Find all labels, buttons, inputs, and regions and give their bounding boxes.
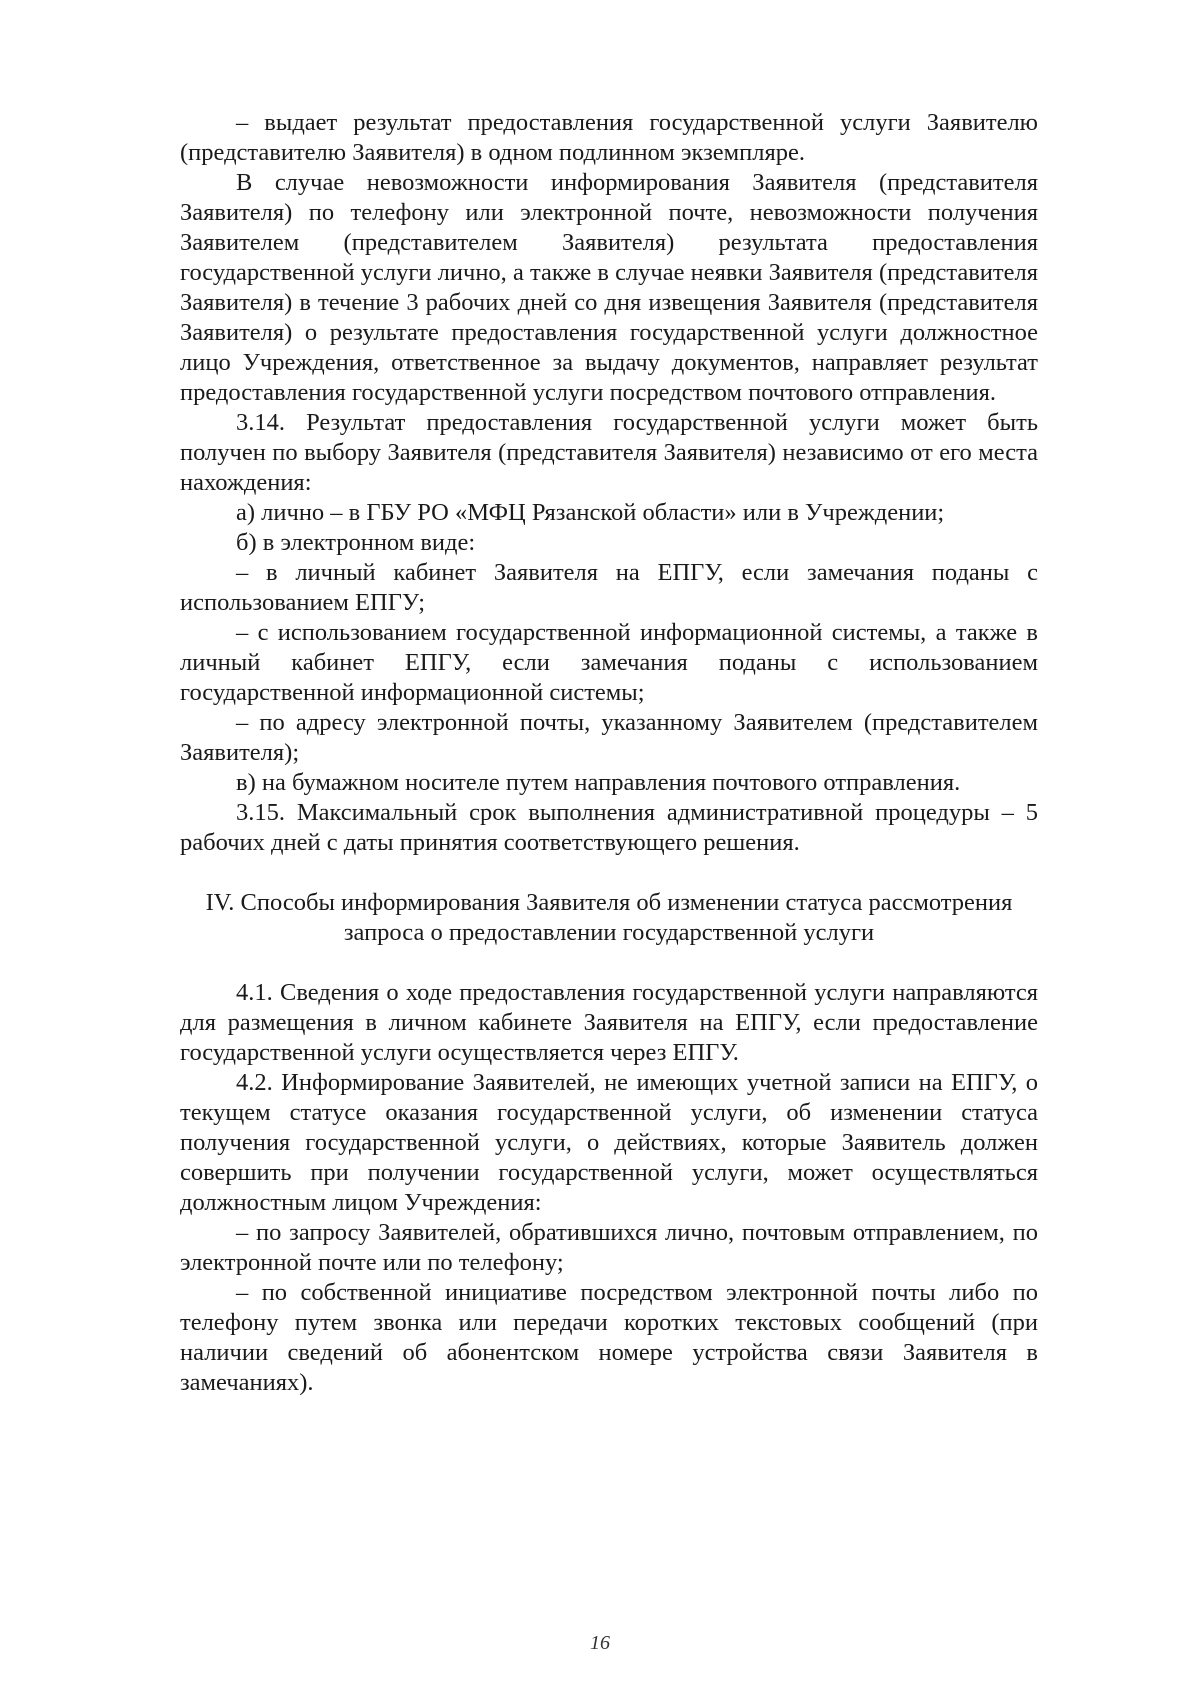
section-heading-line-2: запроса о предоставлении государственной услуги — [343, 919, 875, 946]
paragraph-by-request: – по запросу Заявителей, обратившихся лично, почтовым отправлением, по электронной почте или по телефону; — [180, 1219, 1038, 1276]
paragraph-issue-result: – выдает результат предоставления государственной услуги Заявителю (представителю Заявителя) в одном подлинном экземпляре. — [180, 109, 1038, 166]
paragraph-epgu-cabinet: – в личный кабинет Заявителя на ЕПГУ, если замечания поданы с использованием ЕПГУ; — [180, 559, 1038, 616]
document-body — [180, 108, 1038, 1398]
section-heading-line-1: IV. Способы информирования Заявителя об изменении статуса рассмотрения — [205, 889, 1013, 916]
paragraph-4-2: 4.2. Информирование Заявителей, не имеющих учетной записи на ЕПГУ, о текущем статусе оказания государственной услуги, об изменении статуса получения государственной услуги, о действиях, которые Заявитель должен совершить при получении государственной услуги, может осуществляться должностным лицом Учреждения: — [180, 1069, 1038, 1216]
paragraph-4-1: 4.1. Сведения о ходе предоставления государственной услуги направляются для размещения в личном кабинете Заявителя на ЕПГУ, если предоставление государственной услуги осуществляется через ЕПГУ. — [180, 979, 1038, 1066]
paragraph-item-v: в) на бумажном носителе путем направления почтового отправления. — [236, 769, 961, 796]
paragraph-item-a: а) лично – в ГБУ РО «МФЦ Рязанской области» или в Учреждении; — [236, 499, 945, 526]
page-number: 16 — [590, 1632, 610, 1654]
paragraph-postal-delivery: В случае невозможности информирования Заявителя (представителя Заявителя) по телефону или электронной почте, невозможности получения Заявителем (представителем Заявителя) результата предоставления государственной услуги лично, а также в случае неявки Заявителя (представителя Заявителя) в течение 3 рабочих дней со дня извещения Заявителя (представителя Заявителя) о результате предоставления государственной услуги должностное лицо Учреждения, ответственное за выдачу документов, направляет результат предоставления государственной услуги посредством почтового отправления. — [180, 169, 1038, 406]
paragraph-3-15: 3.15. Максимальный срок выполнения административной процедуры – 5 рабочих дней с даты принятия соответствующего решения. — [180, 799, 1038, 856]
paragraph-state-info-system: – с использованием государственной информационной системы, а также в личный кабинет ЕПГУ, если замечания поданы с использованием государственной информационной системы; — [180, 619, 1038, 706]
paragraph-3-14: 3.14. Результат предоставления государственной услуги может быть получен по выбору Заявителя (представителя Заявителя) независимо от его места нахождения: — [180, 409, 1038, 496]
paragraph-item-b: б) в электронном виде: — [236, 529, 476, 556]
paragraph-own-initiative: – по собственной инициативе посредством электронной почты либо по телефону путем звонка или передачи коротких текстовых сообщений (при наличии сведений об абонентском номере устройства связи Заявителя в замечаниях). — [180, 1279, 1038, 1396]
section-heading-iv — [180, 888, 1038, 948]
paragraph-email-address: – по адресу электронной почты, указанному Заявителем (представителем Заявителя); — [180, 709, 1038, 766]
